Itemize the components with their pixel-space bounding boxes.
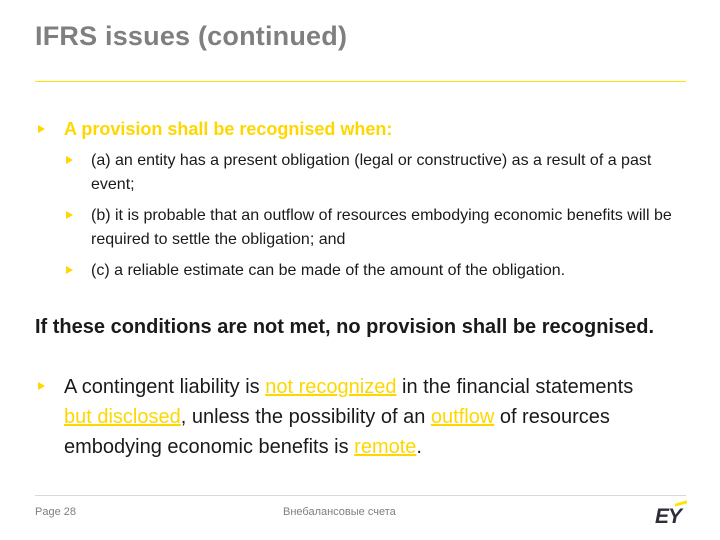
title-divider [35, 81, 686, 82]
bullet-arrow-icon [66, 156, 73, 164]
contingent-text-5: . [416, 436, 422, 458]
conclusion-text: If these conditions are not met, no provision shall be recognised. [35, 316, 654, 338]
bullet-arrow-icon [38, 382, 45, 390]
footer-caption: Внебалансовые счета [283, 506, 396, 518]
link-remote[interactable]: remote [354, 436, 417, 458]
condition-c: (c) a reliable estimate can be made of the amount of the obligation. [91, 262, 566, 279]
contingent-text-2: in the financial statements [396, 376, 634, 398]
link-but-disclosed[interactable]: but disclosed [64, 406, 181, 428]
contingent-text-4: of resources embodying economic benefits is [64, 406, 610, 458]
slide-title: IFRS issues (continued) [35, 21, 348, 51]
condition-a: (a) an entity has a present obligation (legal or constructive) as a result of a past event; [91, 152, 652, 193]
contingent-text-1: A contingent liability is [64, 376, 266, 398]
condition-b: (b) it is probable that an outflow of resources embodying economic benefits will be required to settle the obligation; and [91, 207, 672, 248]
footer-divider [35, 495, 686, 496]
link-not-recognized[interactable]: not recognized [265, 376, 397, 398]
contingent-liability-text [64, 372, 664, 462]
bullet-arrow-icon [38, 125, 45, 133]
provision-heading: A provision shall be recognised when: [64, 119, 393, 139]
link-outflow[interactable]: outflow [430, 406, 495, 428]
contingent-text-3: , unless the possibility of an [180, 406, 431, 428]
page-number: Page 28 [35, 506, 76, 518]
bullet-arrow-icon [66, 211, 73, 219]
bullet-arrow-icon [66, 266, 73, 274]
ey-logo: EY [655, 505, 682, 528]
